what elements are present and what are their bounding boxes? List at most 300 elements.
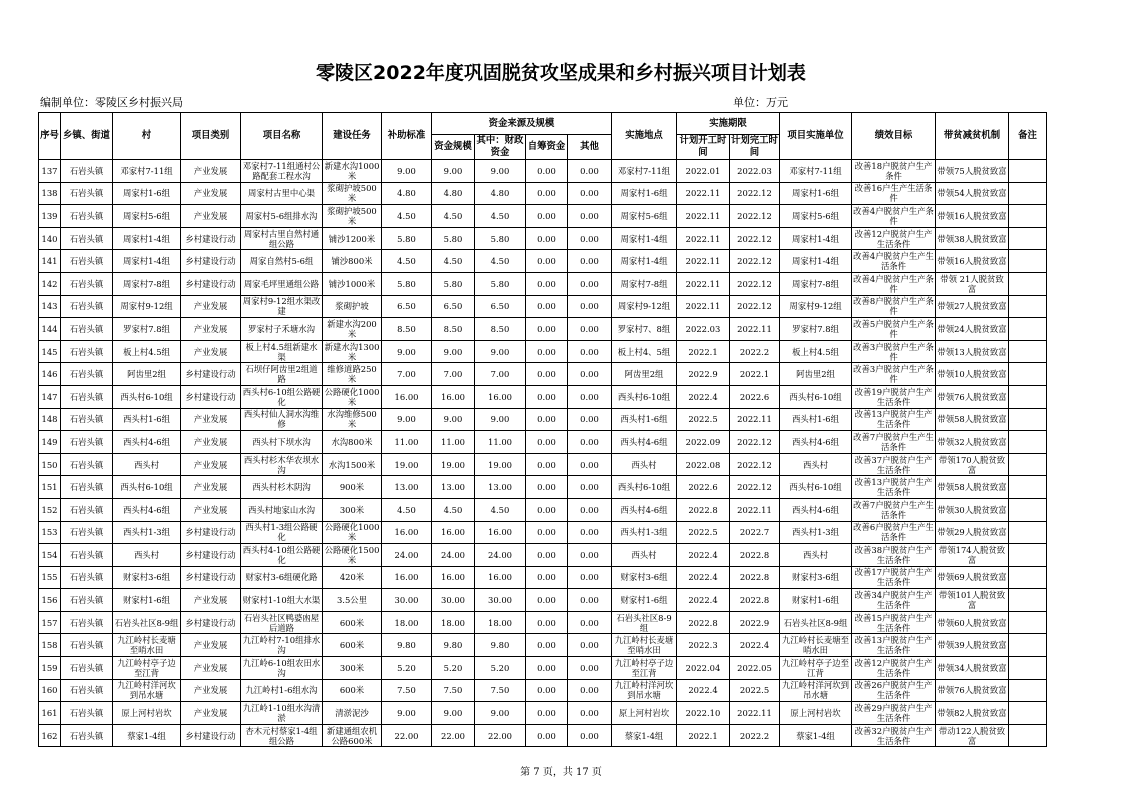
- cell-mechanism: 带领38人脱贫致富: [936, 227, 1009, 250]
- cell-fund-scale: 6.50: [432, 295, 475, 318]
- cell-township: 石岩头镇: [61, 408, 113, 431]
- cell-self-raised: 0.00: [526, 408, 568, 431]
- cell-start: 2022.11: [677, 272, 730, 295]
- cell-mechanism: 带领29人脱贫致富: [936, 521, 1009, 544]
- cell-self-raised: 0.00: [526, 363, 568, 386]
- cell-other: 0.00: [568, 182, 612, 205]
- cell-project-name: 杏木元村蔡家1-4组组公路: [241, 724, 323, 747]
- cell-category: 乡村建设行动: [181, 544, 241, 567]
- cell-end: 2022.12: [730, 431, 780, 454]
- cell-end: 2022.5: [730, 679, 780, 702]
- cell-mechanism: 带领75人脱贫致富: [936, 160, 1009, 183]
- cell-other: 0.00: [568, 205, 612, 228]
- header-mechanism: 带贫减贫机制: [936, 113, 1009, 160]
- cell-mechanism: 带领58人脱贫致富: [936, 408, 1009, 431]
- cell-category: 产业发展: [181, 657, 241, 680]
- cell-fiscal: 4.50: [475, 498, 526, 521]
- cell-mechanism: 带领174人脱贫致富: [936, 544, 1009, 567]
- cell-other: 0.00: [568, 318, 612, 341]
- cell-village: 周家村1-4组: [113, 227, 181, 250]
- cell-remark: [1009, 634, 1047, 657]
- cell-mechanism: 带领10人脱贫致富: [936, 363, 1009, 386]
- cell-remark: [1009, 408, 1047, 431]
- cell-self-raised: 0.00: [526, 679, 568, 702]
- cell-end: 2022.12: [730, 227, 780, 250]
- cell-goal: 改善18户脱贫户生产条件: [852, 160, 936, 183]
- cell-other: 0.00: [568, 521, 612, 544]
- cell-self-raised: 0.00: [526, 160, 568, 183]
- cell-village: 九江岭村洋河坎到吊水塘: [113, 679, 181, 702]
- cell-township: 石岩头镇: [61, 431, 113, 454]
- cell-village: 原上河村岩坎: [113, 702, 181, 725]
- cell-remark: [1009, 476, 1047, 499]
- cell-category: 产业发展: [181, 295, 241, 318]
- cell-fund-scale: 4.50: [432, 498, 475, 521]
- cell-project-name: 九江岭村7-10组排水沟: [241, 634, 323, 657]
- header-remark: 备注: [1009, 113, 1047, 160]
- cell-unit-org: 九江岭村亭子边至江背: [780, 657, 852, 680]
- cell-project-name: 邓家村7-11组通村公路配套工程水沟: [241, 160, 323, 183]
- header-period: 实施期限: [677, 113, 780, 135]
- cell-village: 阿齿里2组: [113, 363, 181, 386]
- cell-category: 产业发展: [181, 589, 241, 612]
- table-row: [39, 657, 1047, 680]
- cell-subsidy: 6.50: [382, 295, 432, 318]
- table-row: [39, 318, 1047, 341]
- cell-project-name: 周家村9-12组水渠改建: [241, 295, 323, 318]
- cell-township: 石岩头镇: [61, 679, 113, 702]
- cell-mechanism: 带领69人脱贫致富: [936, 566, 1009, 589]
- cell-subsidy: 9.00: [382, 160, 432, 183]
- cell-self-raised: 0.00: [526, 272, 568, 295]
- cell-project-name: 财家村1-10组大水渠: [241, 589, 323, 612]
- table-row: [39, 227, 1047, 250]
- cell-village: 周家村5-6组: [113, 205, 181, 228]
- cell-goal: 改善16户生产生活条件: [852, 182, 936, 205]
- cell-subsidy: 8.50: [382, 318, 432, 341]
- cell-subsidy: 24.00: [382, 544, 432, 567]
- cell-unit-org: 西头村: [780, 544, 852, 567]
- cell-self-raised: 0.00: [526, 385, 568, 408]
- cell-unit-org: 周家村1-4组: [780, 227, 852, 250]
- table-row: [39, 521, 1047, 544]
- cell-township: 石岩头镇: [61, 611, 113, 634]
- cell-start: 2022.4: [677, 566, 730, 589]
- cell-unit-org: 周家村9-12组: [780, 295, 852, 318]
- cell-fiscal: 9.00: [475, 408, 526, 431]
- cell-no: 147: [39, 385, 61, 408]
- cell-township: 石岩头镇: [61, 205, 113, 228]
- cell-township: 石岩头镇: [61, 295, 113, 318]
- cell-subsidy: 5.20: [382, 657, 432, 680]
- cell-goal: 改善4户脱贫户生产条件: [853, 273, 934, 294]
- cell-task: 600米: [323, 611, 382, 634]
- cell-fund-scale: 13.00: [432, 476, 475, 499]
- cell-end: 2022.8: [730, 544, 780, 567]
- cell-end: 2022.4: [730, 634, 780, 657]
- table-row: [39, 340, 1047, 363]
- cell-unit-org: 周家村1-6组: [780, 182, 852, 205]
- cell-mechanism: 带领39人脱贫致富: [936, 634, 1009, 657]
- cell-unit-org: 邓家村7-11组: [780, 160, 852, 183]
- cell-end: 2022.12: [730, 205, 780, 228]
- cell-start: 2022.11: [677, 295, 730, 318]
- cell-location: 财家村3-6组: [612, 566, 677, 589]
- cell-village: 周家村1-4组: [113, 250, 181, 273]
- cell-fiscal: 4.80: [475, 182, 526, 205]
- cell-goal: 改善13户脱贫户生产生活条件: [852, 634, 936, 657]
- cell-start: 2022.9: [677, 363, 730, 386]
- cell-no: 156: [39, 589, 61, 612]
- cell-end: 2022.1: [730, 363, 780, 386]
- cell-goal: 改善13户脱贫户生产生活条件: [852, 476, 936, 499]
- cell-fund-scale: 9.00: [432, 702, 475, 725]
- header-fund-scale: 资金规模: [432, 135, 475, 160]
- cell-remark: [1009, 295, 1047, 318]
- cell-location: 西头村: [612, 453, 677, 476]
- cell-goal: 改善6户脱贫户生产生活条件: [853, 522, 934, 543]
- cell-category: 产业发展: [181, 205, 241, 228]
- cell-mechanism: 带领76人脱贫致富: [936, 679, 1009, 702]
- cell-project-name: 周家村古里中心渠: [241, 182, 323, 205]
- cell-no: 153: [39, 521, 61, 544]
- cell-village: 西头村1-6组: [113, 408, 181, 431]
- cell-fiscal: 24.00: [475, 544, 526, 567]
- cell-task: 浆砌护坡: [323, 295, 382, 318]
- cell-end: 2022.2: [730, 724, 780, 747]
- cell-goal: 改善7户脱贫户生产生活条件: [853, 499, 934, 520]
- cell-subsidy: 22.00: [382, 724, 432, 747]
- cell-township: 石岩头镇: [61, 589, 113, 612]
- cell-task: 铺沙800米: [323, 250, 382, 273]
- cell-location: 周家村5-6组: [612, 205, 677, 228]
- cell-location: 石岩头社区8-9组: [612, 611, 677, 634]
- cell-remark: [1009, 498, 1047, 521]
- cell-fund-scale: 7.00: [432, 363, 475, 386]
- cell-category: 乡村建设行动: [181, 227, 241, 250]
- cell-fiscal: 22.00: [475, 724, 526, 747]
- cell-no: 146: [39, 363, 61, 386]
- cell-task: 公路硬化1500米: [323, 544, 382, 567]
- cell-start: 2022.3: [677, 634, 730, 657]
- cell-no: 139: [39, 205, 61, 228]
- table-row: [39, 363, 1047, 386]
- cell-remark: [1009, 385, 1047, 408]
- cell-project-name: 九江岭6-10组农田水沟: [241, 657, 323, 680]
- cell-village: 财家村3-6组: [113, 566, 181, 589]
- cell-category: 乡村建设行动: [181, 724, 241, 747]
- table-row: [39, 431, 1047, 454]
- cell-location: 周家村7-8组: [612, 272, 677, 295]
- cell-mechanism: 带领170人脱贫致富: [936, 453, 1009, 476]
- cell-unit-org: 九江岭村长麦塘至哨水田: [780, 634, 852, 657]
- cell-location: 原上河村岩坎: [612, 702, 677, 725]
- cell-mechanism: 带领13人脱贫致富: [936, 340, 1009, 363]
- cell-goal: 改善19户脱贫户生产生活条件: [852, 385, 936, 408]
- cell-start: 2022.11: [677, 205, 730, 228]
- cell-category: 产业发展: [181, 340, 241, 363]
- cell-unit-org: 周家村5-6组: [780, 205, 852, 228]
- cell-township: 石岩头镇: [61, 160, 113, 183]
- cell-other: 0.00: [568, 566, 612, 589]
- cell-category: 产业发展: [181, 679, 241, 702]
- cell-subsidy: 16.00: [382, 566, 432, 589]
- cell-fiscal: 16.00: [475, 566, 526, 589]
- cell-location: 周家村1-4组: [612, 250, 677, 273]
- cell-project-name: 九江岭村1-6组水沟: [241, 679, 323, 702]
- cell-project-name: 石岩头社区鸭婆凼屋后道路: [241, 611, 323, 634]
- cell-unit-org: 九江岭村洋河坎到吊水塘: [780, 679, 852, 702]
- cell-task: 浆砌护坡500米: [323, 182, 382, 205]
- cell-remark: [1009, 657, 1047, 680]
- cell-fiscal: 8.50: [475, 318, 526, 341]
- cell-subsidy: 13.00: [382, 476, 432, 499]
- cell-task: 公路硬化1000米: [323, 385, 382, 408]
- project-plan-table: [38, 112, 1047, 747]
- cell-category: 产业发展: [181, 634, 241, 657]
- cell-location: 阿齿里2组: [612, 363, 677, 386]
- header-project-name: 项目名称: [241, 113, 323, 160]
- cell-project-name: 西头村6-10组公路硬化: [241, 385, 323, 408]
- cell-self-raised: 0.00: [526, 250, 568, 273]
- cell-township: 石岩头镇: [61, 363, 113, 386]
- cell-project-name: 九江岭1-10组水沟清淤: [241, 702, 323, 725]
- cell-location: 财家村1-6组: [612, 589, 677, 612]
- cell-township: 石岩头镇: [61, 227, 113, 250]
- cell-mechanism: 带领16人脱贫致富: [936, 205, 1009, 228]
- cell-goal: 改善12户脱贫户生产生活条件: [852, 227, 936, 250]
- cell-unit-org: 西头村1-6组: [780, 408, 852, 431]
- cell-township: 石岩头镇: [61, 521, 113, 544]
- cell-other: 0.00: [568, 589, 612, 612]
- cell-category: 产业发展: [181, 408, 241, 431]
- cell-no: 160: [39, 679, 61, 702]
- cell-unit-org: 西头村4-6组: [780, 431, 852, 454]
- cell-other: 0.00: [568, 634, 612, 657]
- cell-remark: [1009, 227, 1047, 250]
- cell-project-name: 罗家村子禾塘水沟: [241, 318, 323, 341]
- table-row: [39, 634, 1047, 657]
- cell-unit-org: 原上河村岩坎: [780, 702, 852, 725]
- cell-project-name: 周家自然村5-6组: [241, 250, 323, 273]
- cell-other: 0.00: [568, 679, 612, 702]
- cell-unit-org: 罗家村7.8组: [780, 318, 852, 341]
- cell-subsidy: 4.50: [382, 205, 432, 228]
- cell-subsidy: 5.80: [382, 227, 432, 250]
- cell-end: 2022.12: [730, 250, 780, 273]
- page-footer: 第 7 页，共 17 页: [520, 767, 602, 778]
- cell-project-name: 周家村5-6组排水沟: [241, 205, 323, 228]
- cell-category: 产业发展: [181, 453, 241, 476]
- cell-project-name: 西头村4-10组公路硬化: [241, 544, 323, 567]
- cell-other: 0.00: [568, 544, 612, 567]
- cell-location: 西头村1-6组: [612, 408, 677, 431]
- cell-project-name: 周家毛坪里通组公路: [241, 272, 323, 295]
- cell-fund-scale: 5.20: [432, 657, 475, 680]
- cell-start: 2022.11: [677, 227, 730, 250]
- cell-subsidy: 7.50: [382, 679, 432, 702]
- cell-mechanism: 带动122人脱贫致富: [936, 724, 1009, 747]
- cell-end: 2022.7: [730, 521, 780, 544]
- cell-goal: 改善5户脱贫户生产条件: [853, 318, 934, 339]
- cell-township: 石岩头镇: [61, 566, 113, 589]
- cell-self-raised: 0.00: [526, 498, 568, 521]
- table-row: [39, 205, 1047, 228]
- cell-fund-scale: 8.50: [432, 318, 475, 341]
- cell-location: 西头村4-6组: [612, 431, 677, 454]
- cell-task: 新建水沟200米: [323, 318, 382, 341]
- cell-location: 板上村4、5组: [612, 340, 677, 363]
- cell-goal: 改善15户脱贫户生产生活条件: [852, 611, 936, 634]
- cell-fund-scale: 16.00: [432, 385, 475, 408]
- cell-project-name: 周家村古里自然村通组公路: [241, 227, 323, 250]
- header-no: 序号: [39, 113, 61, 160]
- cell-end: 2022.11: [730, 702, 780, 725]
- cell-township: 石岩头镇: [61, 544, 113, 567]
- cell-township: 石岩头镇: [61, 182, 113, 205]
- cell-self-raised: 0.00: [526, 476, 568, 499]
- cell-subsidy: 16.00: [382, 521, 432, 544]
- cell-fund-scale: 19.00: [432, 453, 475, 476]
- cell-subsidy: 16.00: [382, 385, 432, 408]
- cell-other: 0.00: [568, 272, 612, 295]
- table-row: [39, 250, 1047, 273]
- cell-self-raised: 0.00: [526, 566, 568, 589]
- cell-self-raised: 0.00: [526, 521, 568, 544]
- cell-end: 2022.12: [730, 182, 780, 205]
- cell-no: 150: [39, 453, 61, 476]
- cell-category: 产业发展: [181, 318, 241, 341]
- cell-task: 水沟维修500米: [323, 408, 382, 431]
- cell-no: 145: [39, 340, 61, 363]
- cell-remark: [1009, 182, 1047, 205]
- cell-remark: [1009, 679, 1047, 702]
- cell-village: 财家村1-6组: [113, 589, 181, 612]
- cell-fund-scale: 9.00: [432, 340, 475, 363]
- cell-remark: [1009, 160, 1047, 183]
- cell-fund-scale: 18.00: [432, 611, 475, 634]
- cell-fiscal: 13.00: [475, 476, 526, 499]
- cell-fiscal: 4.50: [475, 205, 526, 228]
- cell-no: 142: [39, 272, 61, 295]
- cell-remark: [1009, 521, 1047, 544]
- cell-fiscal: 11.00: [475, 431, 526, 454]
- cell-location: 西头村6-10组: [612, 385, 677, 408]
- table-row: [39, 476, 1047, 499]
- cell-unit-org: 周家村7-8组: [780, 272, 852, 295]
- cell-other: 0.00: [568, 498, 612, 521]
- cell-no: 148: [39, 408, 61, 431]
- cell-location: 西头村6-10组: [612, 476, 677, 499]
- cell-mechanism: 带领27人脱贫致富: [936, 295, 1009, 318]
- cell-village: 邓家村7-11组: [113, 160, 181, 183]
- cell-remark: [1009, 702, 1047, 725]
- cell-fund-scale: 11.00: [432, 431, 475, 454]
- table-row: [39, 453, 1047, 476]
- cell-village: 石岩头社区8-9组: [113, 611, 181, 634]
- cell-village: 西头村6-10组: [113, 385, 181, 408]
- cell-category: 产业发展: [181, 182, 241, 205]
- table-row: [39, 611, 1047, 634]
- cell-task: 浆砌护坡500米: [323, 205, 382, 228]
- cell-other: 0.00: [568, 702, 612, 725]
- cell-project-name: 西头村1-3组公路硬化: [241, 521, 323, 544]
- header-self-raised: 自筹资金: [526, 135, 568, 160]
- cell-task: 水沟800米: [323, 431, 382, 454]
- cell-township: 石岩头镇: [61, 657, 113, 680]
- cell-end: 2022.11: [730, 408, 780, 431]
- cell-mechanism: 带领30人脱贫致富: [936, 498, 1009, 521]
- cell-goal: 改善17户脱贫户生产生活条件: [852, 566, 936, 589]
- cell-subsidy: 9.00: [382, 702, 432, 725]
- cell-location: 九江岭村长麦塘至哨水田: [612, 634, 677, 657]
- cell-start: 2022.1: [677, 724, 730, 747]
- cell-category: 乡村建设行动: [181, 363, 241, 386]
- cell-fund-scale: 9.00: [432, 160, 475, 183]
- cell-fiscal: 7.50: [475, 679, 526, 702]
- cell-remark: [1009, 431, 1047, 454]
- cell-no: 152: [39, 498, 61, 521]
- table-row: [39, 295, 1047, 318]
- cell-location: 邓家村7-11组: [612, 160, 677, 183]
- cell-task: 铺沙1200米: [323, 227, 382, 250]
- page-title: 零陵区2022年度巩固脱贫攻坚成果和乡村振兴项目计划表: [316, 62, 806, 84]
- cell-self-raised: 0.00: [526, 431, 568, 454]
- cell-task: 铺沙1000米: [323, 272, 382, 295]
- cell-remark: [1009, 589, 1047, 612]
- cell-no: 159: [39, 657, 61, 680]
- table-row: [39, 589, 1047, 612]
- cell-self-raised: 0.00: [526, 318, 568, 341]
- cell-start: 2022.09: [677, 431, 730, 454]
- cell-no: 149: [39, 431, 61, 454]
- cell-start: 2022.8: [677, 611, 730, 634]
- cell-mechanism: 带领82人脱贫致富: [936, 702, 1009, 725]
- cell-subsidy: 18.00: [382, 611, 432, 634]
- cell-category: 乡村建设行动: [181, 566, 241, 589]
- cell-unit-org: 西头村6-10组: [780, 385, 852, 408]
- cell-project-name: 西头村杉木华农坝水沟: [241, 453, 323, 476]
- header-goal: 绩效目标: [852, 113, 936, 160]
- cell-location: 周家村1-4组: [612, 227, 677, 250]
- cell-village: 九江岭村亭子边至江背: [113, 657, 181, 680]
- table-row: [39, 702, 1047, 725]
- cell-fiscal: 6.50: [475, 295, 526, 318]
- cell-location: 九江岭村亭子边至江背: [612, 657, 677, 680]
- cell-village: 周家村7-8组: [113, 272, 181, 295]
- cell-other: 0.00: [568, 295, 612, 318]
- cell-no: 155: [39, 566, 61, 589]
- cell-township: 石岩头镇: [61, 476, 113, 499]
- cell-project-name: 财家村3-6组硬化路: [241, 566, 323, 589]
- cell-fund-scale: 5.80: [432, 272, 475, 295]
- cell-no: 151: [39, 476, 61, 499]
- cell-subsidy: 9.80: [382, 634, 432, 657]
- cell-subsidy: 30.00: [382, 589, 432, 612]
- cell-task: 新建水沟1000米: [323, 160, 382, 183]
- cell-self-raised: 0.00: [526, 724, 568, 747]
- cell-start: 2022.1: [677, 340, 730, 363]
- cell-self-raised: 0.00: [526, 611, 568, 634]
- cell-township: 石岩头镇: [61, 385, 113, 408]
- cell-fiscal: 5.80: [475, 227, 526, 250]
- cell-fiscal: 9.00: [475, 160, 526, 183]
- cell-other: 0.00: [568, 250, 612, 273]
- cell-remark: [1009, 272, 1047, 295]
- cell-goal: 改善3户脱贫户生产条件: [853, 341, 934, 362]
- cell-end: 2022.8: [730, 566, 780, 589]
- header-fiscal: 其中：财政资金: [475, 135, 526, 160]
